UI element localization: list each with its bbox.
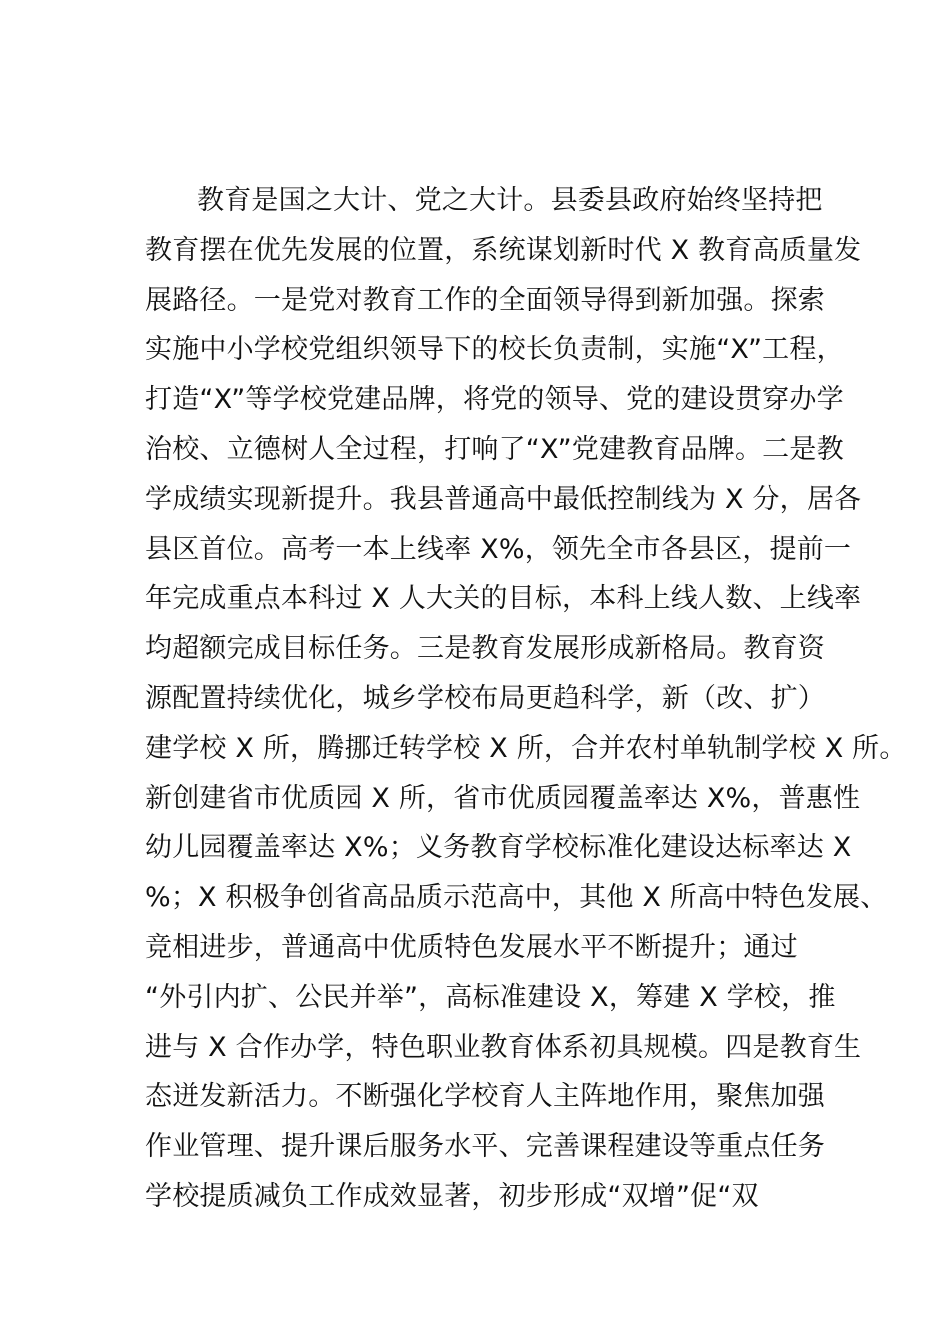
text-line: 年完成重点本科过 X 人大关的目标，本科上线人数、上线率	[145, 583, 862, 615]
text-line: 态迸发新活力。不断强化学校育人主阵地作用，聚焦加强	[145, 1081, 825, 1113]
text-line: 学成绩实现新提升。我县普通高中最低控制线为 X 分，居各	[145, 483, 862, 515]
text-line: 作业管理、提升课后服务水平、完善课程建设等重点任务	[145, 1131, 825, 1163]
text-line: 竞相进步，普通高中优质特色发展水平不断提升；通过	[145, 931, 798, 963]
text-line: 建学校 X 所，腾挪迁转学校 X 所，合并农村单轨制学校 X 所。	[145, 732, 907, 764]
text-line: “外引内扩、公民并举”，高标准建设 X，筹建 X 学校，推	[145, 981, 836, 1013]
text-line: 均超额完成目标任务。三是教育发展形成新格局。教育资	[145, 633, 825, 665]
text-line: 展路径。一是党对教育工作的全面领导得到新加强。探索	[145, 284, 825, 316]
text-line: %；X 积极争创省高品质示范高中，其他 X 所高中特色发展、	[145, 882, 888, 914]
body-paragraph	[145, 176, 907, 1222]
text-line: 治校、立德树人全过程，打响了“X”党建教育品牌。二是教	[145, 433, 844, 465]
text-line: 打造“X”等学校党建品牌，将党的领导、党的建设贯穿办学	[145, 384, 844, 416]
text-line: 教育摆在优先发展的位置，系统谋划新时代 X 教育高质量发	[145, 234, 862, 266]
text-line: 实施中小学校党组织领导下的校长负责制，实施“X”工程，	[145, 334, 844, 366]
text-line: 县区首位。高考一本上线率 X%，领先全市各县区，提前一	[145, 533, 852, 565]
text-line: 教育是国之大计、党之大计。县委县政府始终坚持把	[197, 185, 823, 216]
text-line: 源配置持续优化，城乡学校布局更趋科学，新（改、扩）	[145, 682, 825, 714]
text-line: 学校提质减负工作成效显著，初步形成“双增”促“双	[145, 1180, 759, 1212]
text-line: 新创建省市优质园 X 所，省市优质园覆盖率达 X%，普惠性	[145, 782, 861, 814]
text-line: 幼儿园覆盖率达 X%；义务教育学校标准化建设达标率达 X	[145, 832, 852, 864]
text-line: 进与 X 合作办学，特色职业教育体系初具规模。四是教育生	[145, 1031, 862, 1063]
